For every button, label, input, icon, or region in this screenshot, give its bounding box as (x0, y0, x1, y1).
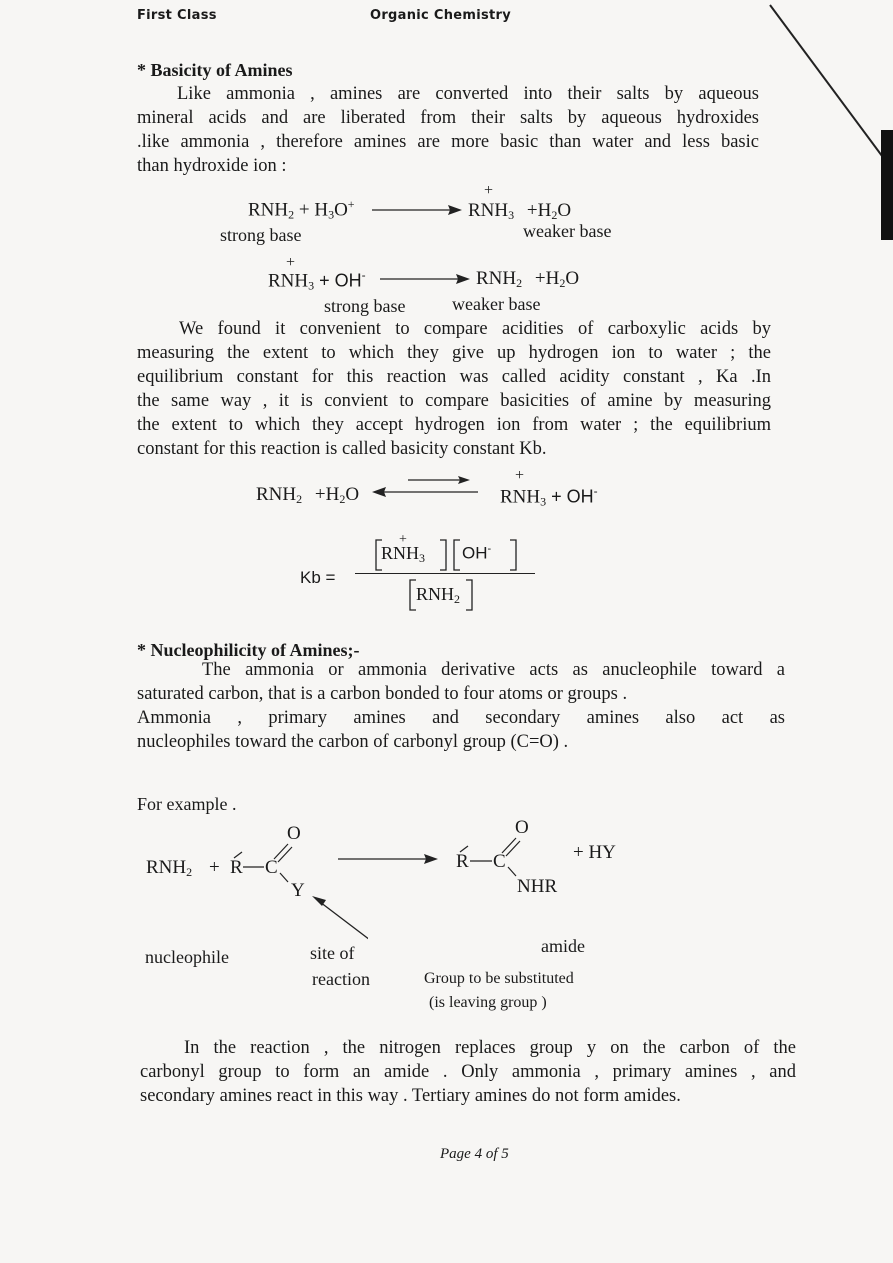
example-reactant-r: R (230, 857, 243, 878)
example-plus: + (209, 857, 220, 878)
header-class: First Class (137, 8, 217, 23)
eq2-label-strong: strong base (324, 296, 406, 316)
eq3-rhs: $RNH_3 + OH^-$ (500, 484, 598, 509)
text-line: equilibrium constant for this reaction was called acidity constant , Ka .In (137, 367, 771, 387)
text-line: saturated carbon, that is a carbon bonded to four atoms or groups . (137, 684, 628, 704)
example-reactant-amine: $RNH_2$ (146, 857, 193, 879)
text-line: nucleophiles toward the carbon of carbonyl group (C=O) . (137, 732, 569, 752)
eq1-label-strong: strong base (220, 225, 302, 245)
text-line: mineral acids and are liberated from their salts by aqueous hydroxides (137, 108, 759, 128)
section-title-nucleophilicity: * Nucleophilicity of Amines;- (137, 640, 360, 660)
example-intro: For example . (137, 794, 237, 814)
kb-cation-charge: + (399, 532, 407, 547)
example-arrow (338, 852, 440, 866)
kb-fraction-bar (355, 573, 535, 574)
kb-numerator-oh: OH- (462, 543, 492, 563)
eq2-cation-charge: + (286, 254, 296, 271)
paragraph-nucleophilicity (137, 658, 785, 754)
header-subject: Organic Chemistry (370, 8, 512, 23)
kb-denominator: $RNH_2$ (416, 584, 461, 606)
section-title-basicity: * Basicity of Amines (137, 60, 293, 80)
text-line: constant for this reaction is called basicity constant Kb. (137, 439, 547, 459)
text-line: the same way , it is convient to compare basicities of amine by measuring (137, 391, 771, 411)
text-line: In the reaction , the nitrogen replaces group y on the carbon of the (184, 1038, 796, 1058)
example-reactant-c: C (265, 857, 278, 878)
eq2-lhs: $RNH_3 + OH^-$ (268, 268, 366, 293)
eq3-lhs: $RNH_2 +H_2O$ (256, 484, 360, 506)
paragraph-acidity (137, 317, 771, 461)
text-line: Like ammonia , amines are converted into their salts by aqueous (177, 84, 759, 104)
eq1-label-weaker: weaker base (523, 221, 612, 241)
eq3-cation-charge: + (515, 467, 525, 484)
eq2-label-weaker: weaker base (452, 294, 541, 314)
page-number: Page 4 of 5 (440, 1146, 509, 1162)
eq3-equilibrium-arrow (372, 474, 484, 500)
eq1-cation-charge: + (484, 182, 494, 199)
kb-numerator-rnh3: $RNH_3$ (381, 543, 426, 565)
eq1-lhs: $RNH_2 + H_3O^+$ (248, 197, 355, 222)
example-product-bonds (454, 832, 534, 892)
scan-edge-line (760, 0, 893, 200)
text-line: Ammonia , primary amines and secondary amines also act as (137, 708, 785, 728)
eq1-arrow (372, 203, 462, 217)
scan-edge-shadow (881, 130, 893, 240)
text-line: The ammonia or ammonia derivative acts as anucleophile toward a (202, 660, 785, 680)
example-product-hy: + HY (573, 842, 616, 863)
eq2-rhs: $RNH_2 +H_2O$ (476, 268, 580, 290)
example-product-c: C (493, 851, 506, 872)
example-reactant-o: O (287, 823, 301, 844)
text-line: We found it convenient to compare acidities of carboxylic acids by (179, 319, 771, 339)
label-reaction: reaction (312, 969, 370, 989)
text-line: than hydroxide ion : (137, 156, 287, 176)
example-product-o: O (515, 817, 529, 838)
label-site-of: site of (310, 943, 355, 963)
paragraph-basicity (137, 82, 759, 178)
eq1-rhs: $RNH_3 +H_2O$ (468, 200, 572, 222)
label-leaving-group: (is leaving group ) (429, 994, 547, 1011)
text-line: carbonyl group to form an amide . Only ammonia , primary amines , and (140, 1062, 796, 1082)
text-line: .like ammonia , therefore amines are more basic than water and less basic (137, 132, 759, 152)
example-reactant-y: Y (291, 880, 305, 901)
text-line: secondary amines react in this way . Tertiary amines do not form amides. (140, 1086, 681, 1106)
label-group-substituted: Group to be substituted (424, 970, 574, 987)
eq2-arrow (380, 272, 470, 286)
kb-label: Kb = (300, 568, 336, 587)
paragraph-reaction (140, 1036, 796, 1108)
label-amide: amide (541, 936, 585, 956)
example-product-nhr: NHR (517, 876, 558, 897)
example-product-r: R (456, 851, 469, 872)
label-nucleophile: nucleophile (145, 947, 229, 967)
text-line: measuring the extent to which they give up hydrogen ion to water ; the (137, 343, 771, 363)
text-line: the extent to which they accept hydrogen ion from water ; the equilibrium (137, 415, 771, 435)
